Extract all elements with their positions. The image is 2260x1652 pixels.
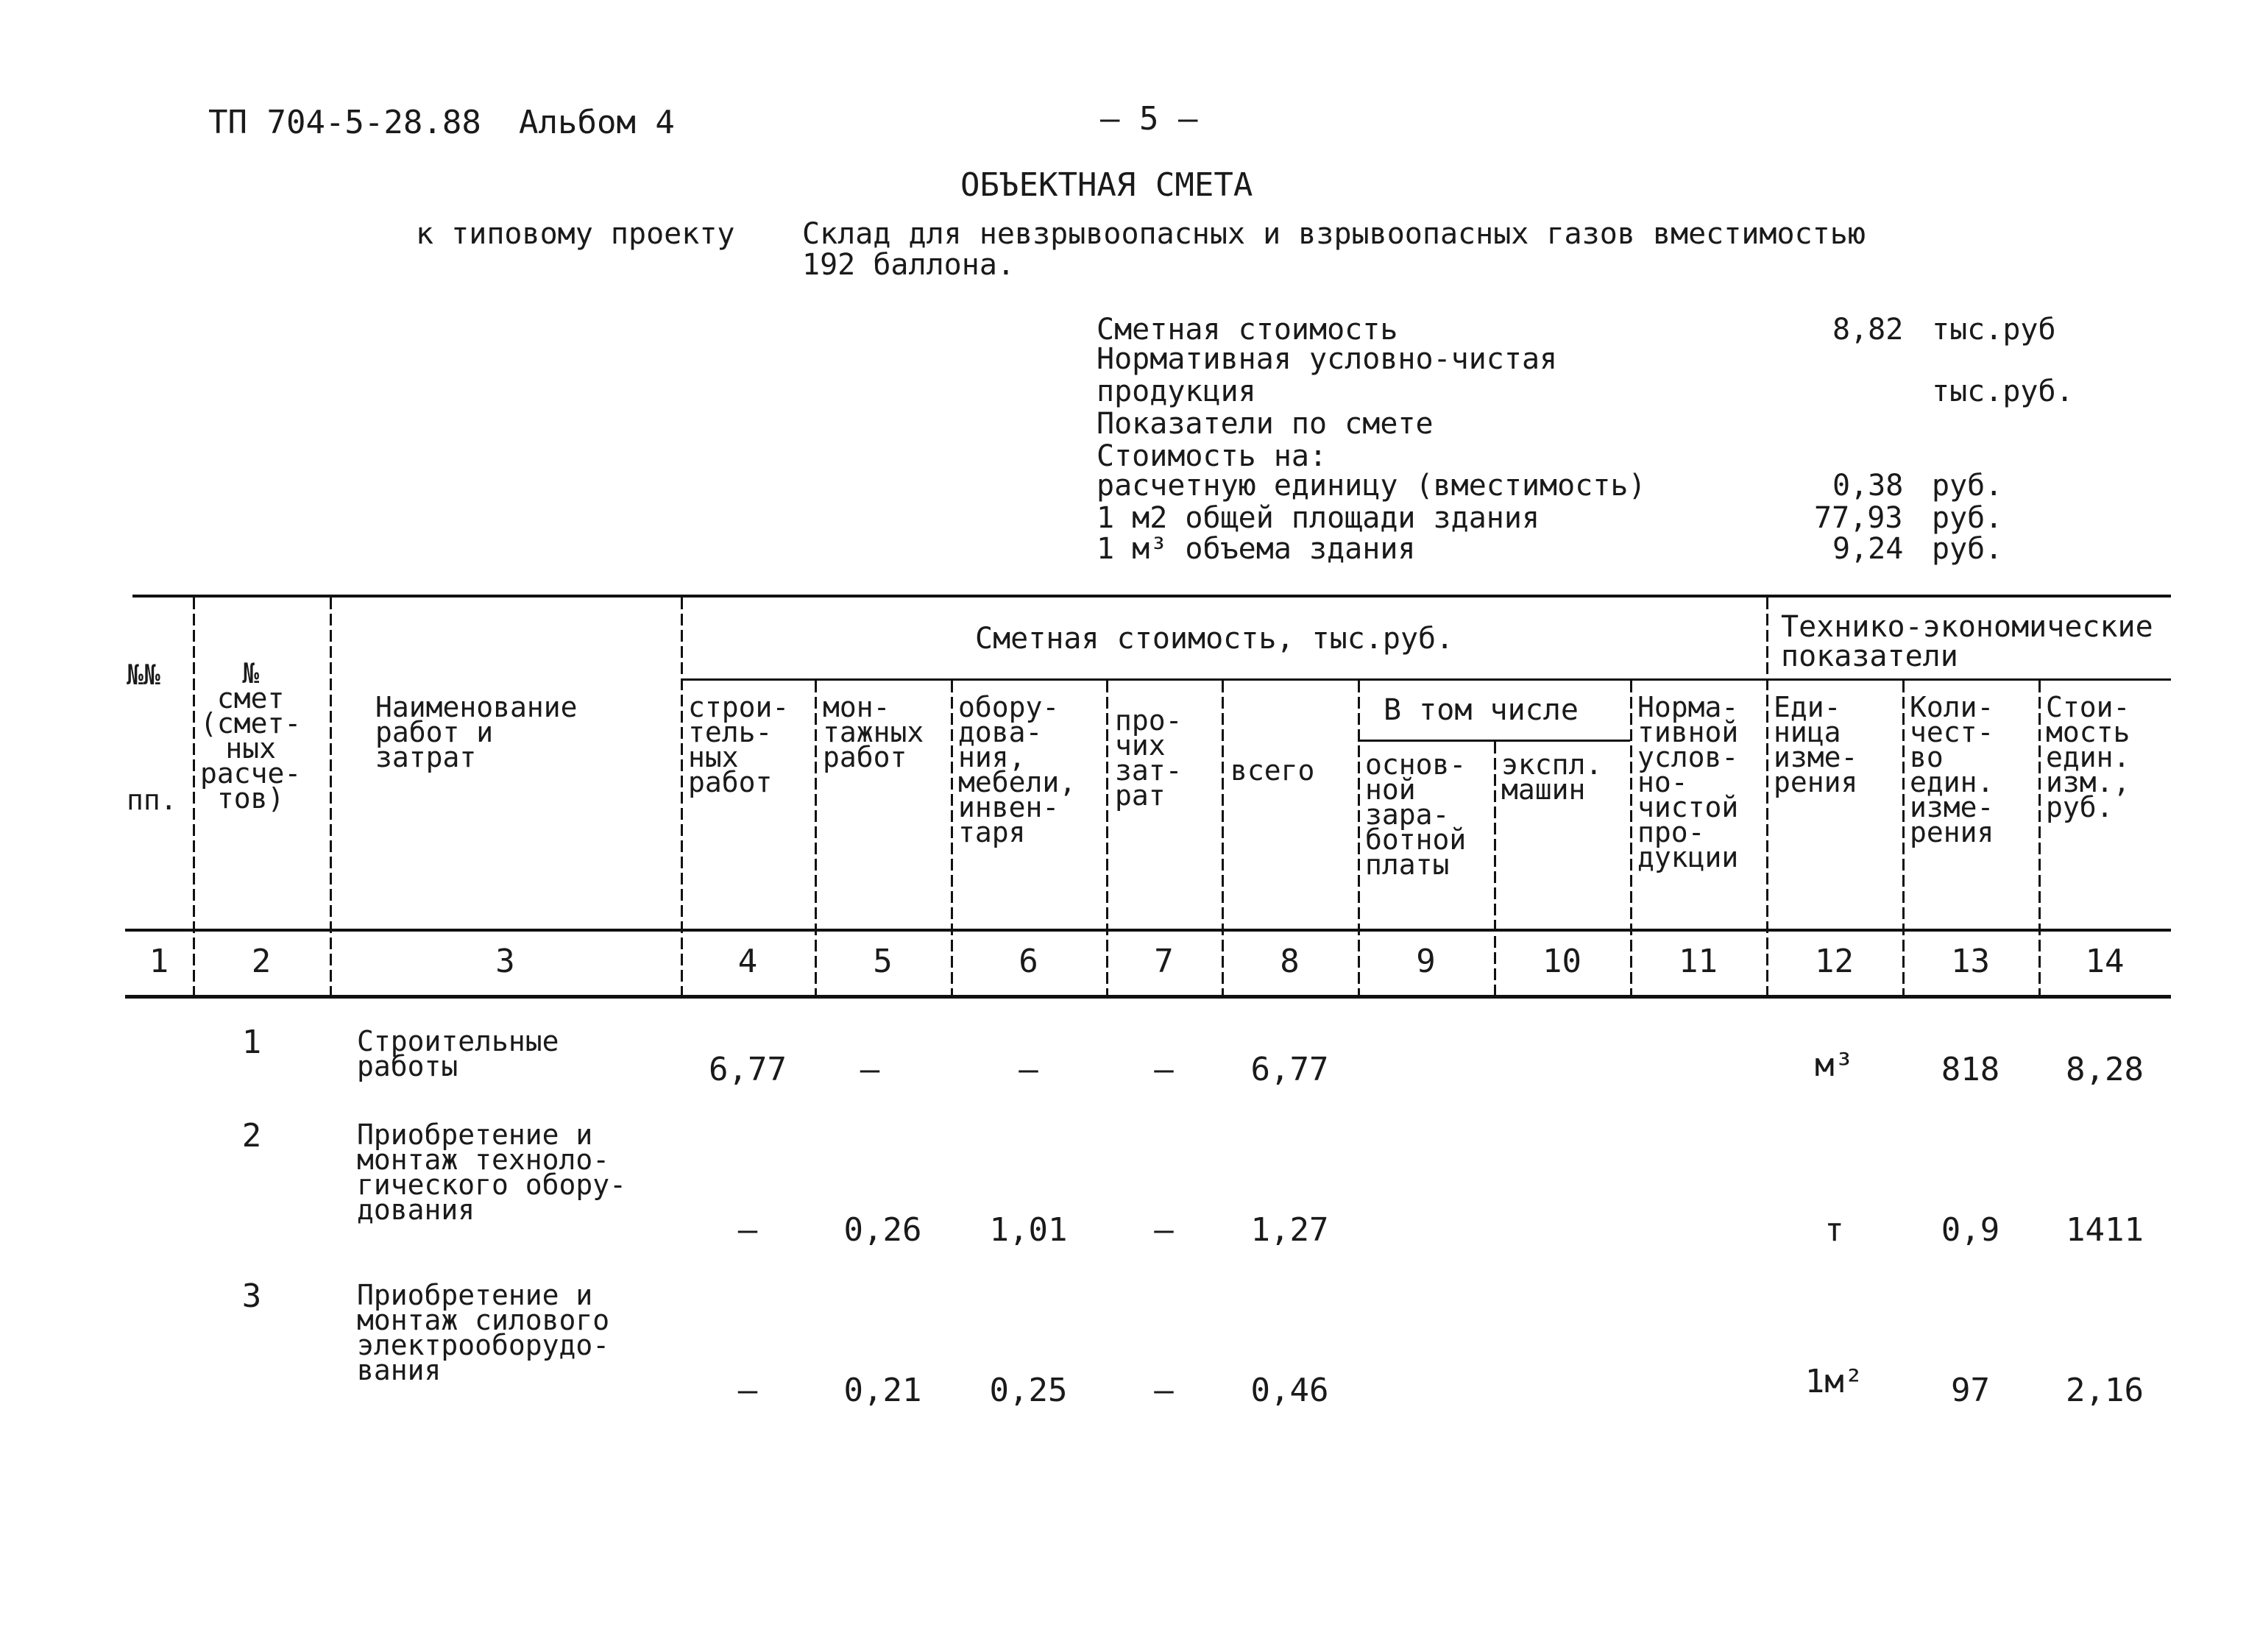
column-number-rule — [125, 995, 2171, 999]
header-bottom-rule — [125, 929, 2171, 932]
table-top-rule — [132, 595, 2171, 598]
estimate-number: 1 — [241, 1024, 262, 1061]
column-number: 2 — [251, 943, 272, 980]
column-number: 1 — [149, 943, 169, 980]
header-installation: мон- тажных работ — [823, 691, 924, 773]
column-number: 3 — [495, 943, 515, 980]
subtitle-line-2: 192 баллона. — [802, 248, 1015, 282]
column-number: 11 — [1679, 943, 1718, 980]
equipment-cost: 1,01 — [989, 1211, 1068, 1249]
group-header-including: В том числе — [1384, 693, 1579, 727]
quantity: 0,9 — [1941, 1211, 2000, 1249]
page-number: – 5 – — [1100, 100, 1198, 138]
header-quantity: Коли- чест- во един. изме- рения — [1910, 691, 1994, 848]
header-machines: экспл. машин — [1501, 748, 1603, 806]
summary-value: 0,38 — [1832, 469, 1904, 503]
summary-label: расчетную единицу (вместимость) — [1097, 469, 1646, 503]
summary-label: Показатели по смете — [1097, 407, 1434, 441]
equipment-cost: – — [1019, 1051, 1038, 1088]
header-unit-cost: Стои- мость един. изм., руб. — [2046, 691, 2130, 823]
other-cost: – — [1154, 1051, 1174, 1088]
total-cost: 1,27 — [1250, 1211, 1329, 1249]
summary-label: 1 м2 общей площади здания — [1097, 501, 1540, 535]
construction-cost: – — [737, 1372, 758, 1409]
subtitle-line-1: Склад для невзрывоопасных и взрывоопасных газов вместимостью — [802, 217, 1866, 251]
column-number: 10 — [1542, 943, 1581, 980]
construction-cost: 6,77 — [709, 1051, 787, 1088]
quantity: 97 — [1951, 1372, 1990, 1409]
column-number: 6 — [1019, 943, 1038, 980]
unit-of-measure: м³ — [1815, 1046, 1854, 1084]
album-label: Альбом 4 — [519, 104, 675, 141]
header-name: Наименование работ и затрат — [375, 691, 578, 773]
column-divider — [193, 598, 195, 995]
column-number: 14 — [2085, 943, 2125, 980]
summary-unit: руб. — [1932, 532, 2003, 566]
equipment-cost: 0,25 — [989, 1372, 1068, 1409]
header-other: про- чих зат- рат — [1115, 704, 1183, 812]
group-header-cost: Сметная стоимость, тыс.руб. — [975, 622, 1454, 656]
header-net-product: Норма- тивной услов- но- чистой про- дукции — [1637, 691, 1739, 873]
header-unit: Еди- ница изме- рения — [1774, 691, 1858, 798]
other-cost: – — [1154, 1211, 1174, 1249]
summary-label: продукция — [1097, 375, 1256, 408]
work-name: Приобретение и монтаж силового электрооборудо- вания — [357, 1279, 610, 1386]
group-rule — [681, 678, 2171, 681]
summary-value: 9,24 — [1832, 532, 1904, 566]
header-equipment: обору- дова- ния, мебели, инвен- таря — [958, 691, 1077, 848]
installation-cost: 0,21 — [843, 1372, 922, 1409]
unit-cost: 2,16 — [2066, 1372, 2144, 1409]
header-row-number: №№ пп. — [127, 659, 177, 816]
column-divider — [681, 598, 683, 995]
subtitle-prefix: к типовому проекту — [416, 217, 735, 251]
estimate-number: 3 — [241, 1277, 262, 1315]
header-construction: строи- тель- ных работ — [688, 691, 790, 798]
summary-unit: руб. — [1932, 501, 2003, 535]
quantity: 818 — [1941, 1051, 2000, 1088]
work-name: Приобретение и монтаж техноло- гического обору- дования — [357, 1119, 627, 1226]
summary-value: 77,93 — [1814, 501, 1903, 535]
unit-of-measure: 1м² — [1804, 1363, 1864, 1400]
summary-label: Сметная стоимость — [1097, 313, 1398, 347]
summary-label: 1 м³ объема здания — [1097, 532, 1416, 566]
column-divider — [330, 598, 332, 995]
header-estimate-number: № смет (смет- ных расче- тов) — [200, 657, 302, 815]
document-reference: ТП 704-5-28.88 — [208, 104, 481, 141]
unit-cost: 1411 — [2066, 1211, 2144, 1249]
header-wages: основ- ной зара- ботной платы — [1365, 748, 1467, 881]
column-number: 5 — [873, 943, 893, 980]
total-cost: 0,46 — [1250, 1372, 1329, 1409]
group-header-tech: Технико-экономические показатели — [1781, 610, 2153, 673]
estimate-number: 2 — [241, 1117, 262, 1155]
unit-of-measure: т — [1824, 1211, 1844, 1249]
summary-unit: тыс.руб — [1932, 313, 2056, 347]
summary-unit: руб. — [1932, 469, 2003, 503]
summary-value: 8,82 — [1832, 313, 1904, 347]
installation-cost: 0,26 — [843, 1211, 922, 1249]
summary-label: Нормативная условно-чистая — [1097, 342, 1558, 376]
document-title: ОБЪЕКТНАЯ СМЕТА — [960, 166, 1253, 204]
column-number: 12 — [1815, 943, 1854, 980]
unit-cost: 8,28 — [2066, 1051, 2144, 1088]
column-number: 7 — [1154, 943, 1174, 980]
installation-cost: – — [860, 1051, 880, 1088]
column-number: 4 — [737, 943, 758, 980]
column-number: 9 — [1416, 943, 1436, 980]
column-number: 13 — [1951, 943, 1990, 980]
work-name: Строительные работы — [357, 1025, 559, 1082]
other-cost: – — [1154, 1372, 1174, 1409]
column-number: 8 — [1280, 943, 1300, 980]
construction-cost: – — [737, 1211, 758, 1249]
total-cost: 6,77 — [1250, 1051, 1329, 1088]
header-total: всего — [1230, 754, 1315, 787]
summary-label: Стоимость на: — [1097, 439, 1328, 473]
column-divider — [1766, 598, 1768, 995]
summary-unit: тыс.руб. — [1932, 375, 2074, 408]
